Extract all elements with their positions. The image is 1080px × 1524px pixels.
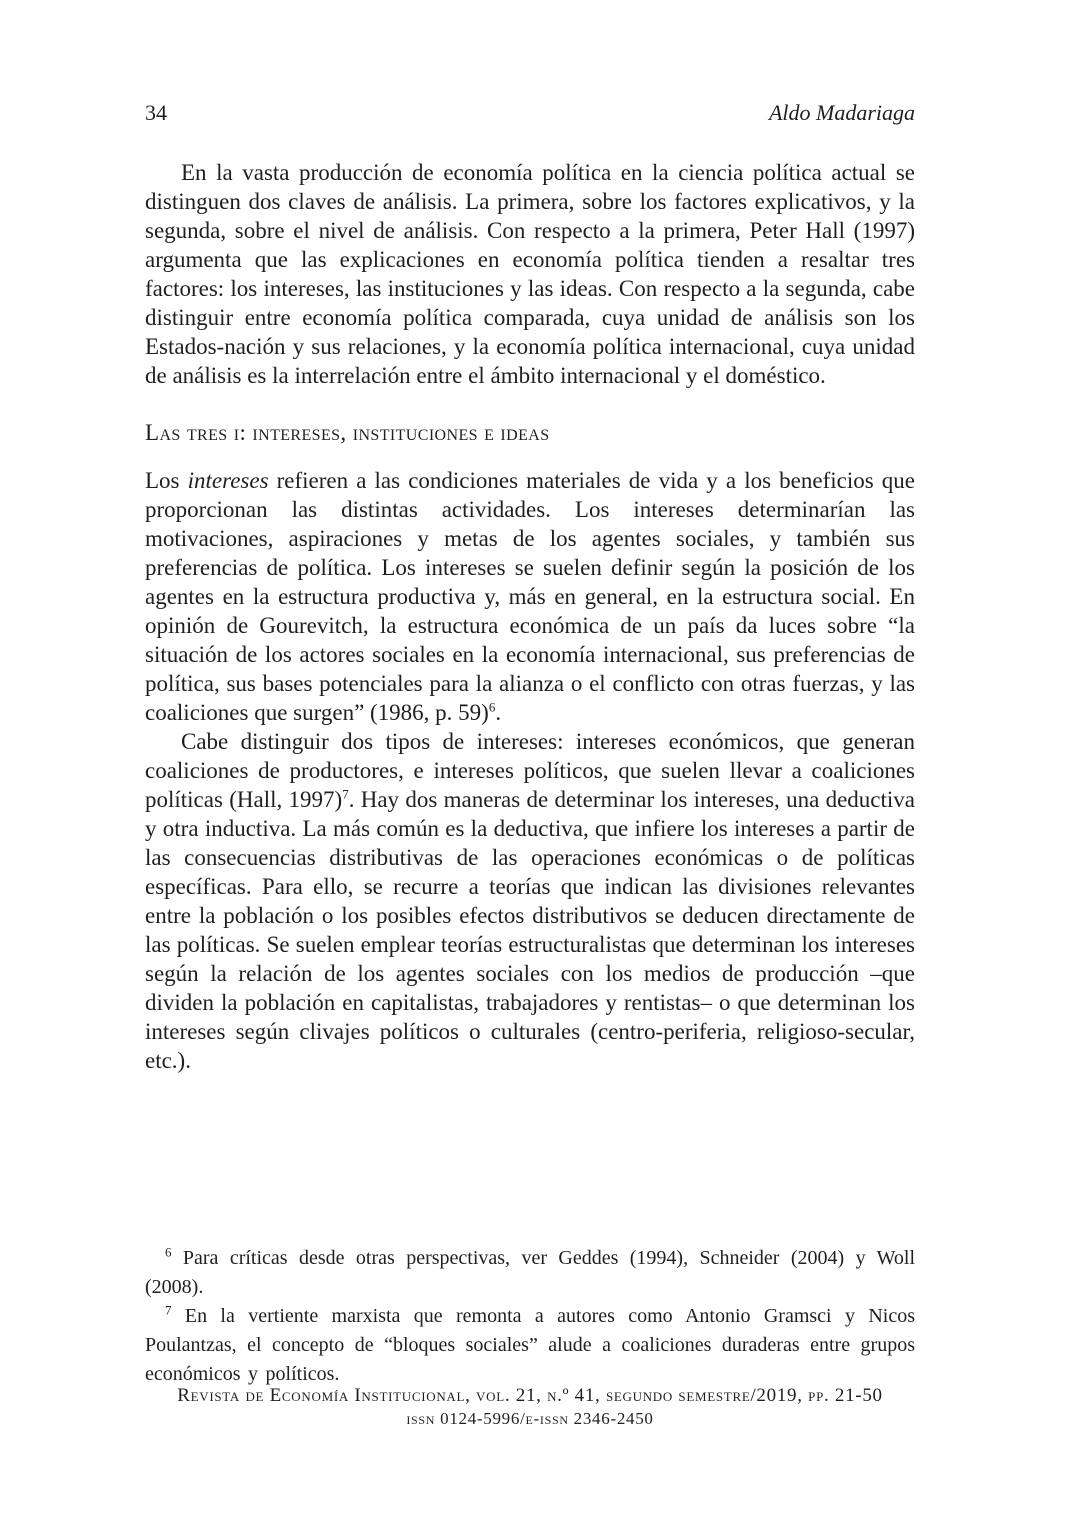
page-header — [145, 100, 915, 126]
paragraph-interest-types — [145, 727, 915, 1075]
footnote-text: En la vertiente marxista que remonta a autores como Antonio Gramsci y Nicos Poulantzas, el concepto de “bloques sociales” alude a coaliciones duraderas entre grupos económicos y políticos. — [145, 1305, 915, 1385]
footnote-number: 7 — [165, 1302, 172, 1318]
italic-term: intereses — [187, 468, 269, 493]
journal-issn-line: issn 0124-5996/e-issn 2346-2450 — [406, 1409, 654, 1428]
footnote-ref-7: 7 — [342, 786, 349, 802]
footnote-text: Para críticas desde otras perspectivas, ver Geddes (1994), Schneider (2004) y Woll (2008). — [145, 1247, 915, 1298]
paragraph-intro: En la vasta producción de economía política en la ciencia política actual se distinguen dos claves de análisis. La primera, sobre los factores explicativos, y la segunda, sobre el nivel de análisis. Con respecto a la primera, Peter Hall (1997) argumenta que las explicaciones en economía política tienden a resaltar tres factores: los intereses, las instituciones y las ideas. Con respecto a la segunda, cabe distinguir entre economía política comparada, cuya unidad de análisis son los Estados-nación y sus relaciones, y la economía política internacional, cuya unidad de análisis es la interrelación entre el ámbito internacional y el doméstico. — [145, 160, 915, 388]
journal-footer — [145, 1385, 915, 1429]
journal-citation-line: Revista de Economía Institucional, vol. 21, n.º 41, segundo semestre/2019, pp. 21-50 — [177, 1385, 883, 1406]
article-body — [145, 158, 915, 1075]
footnote-ref-6: 6 — [488, 699, 496, 715]
page-number: 34 — [145, 100, 167, 125]
footnote-7 — [145, 1302, 915, 1389]
footnotes-block — [145, 1244, 915, 1389]
text-fragment: Cabe distinguir dos tipos de intereses: intereses económicos, que generan coaliciones de productores, e intereses políticos, que suelen llevar a coaliciones políticas (Hall, 1997) — [145, 729, 915, 812]
text-fragment: . Hay dos maneras de determinar los intereses, una deductiva y otra inductiva. La más común es la deductiva, que infiere los intereses a partir de las consecuencias distributivas de las operaciones económicas o de políticas específicas. Para ello, se recurre a teorías que indican las divisiones relevantes entre la población o los posibles efectos distributivos se deducen directamente de las políticas. Se suelen emplear teorías estructuralistas que determinan los intereses según la relación de los agentes sociales con los medios de producción –que dividen la población en capitalistas, trabajadores y rentistas– o que determinan los intereses según clivajes políticos o culturales (centro-periferia, religioso-secular, etc.). — [145, 787, 915, 1073]
section-heading: Las tres i: intereses, instituciones e ideas — [145, 420, 550, 445]
paragraph-interests — [145, 466, 915, 727]
footnote-6 — [145, 1244, 915, 1302]
footnote-number: 6 — [165, 1244, 172, 1260]
text-fragment: Los — [145, 468, 188, 493]
text-fragment: refieren a las condiciones materiales de vida y a los beneficios que proporcionan las distintas actividades. Los intereses determinarían las motivaciones, aspiraciones y metas de los agentes sociales, y también sus preferencias de política. Los intereses se suelen definir según la posición de los agentes en la estructura productiva y, más en general, en la estructura social. En opinión de Gourevitch, la estructura económica de un país da luces sobre “la situación de los actores sociales en la economía internacional, sus preferencias de política, sus bases potenciales para la alianza o el conflicto con otras fuerzas, y las coaliciones que surgen” (1986, p. 59) — [145, 468, 915, 725]
text-fragment: . — [495, 700, 502, 725]
running-head-author: Aldo Madariaga — [768, 100, 915, 125]
